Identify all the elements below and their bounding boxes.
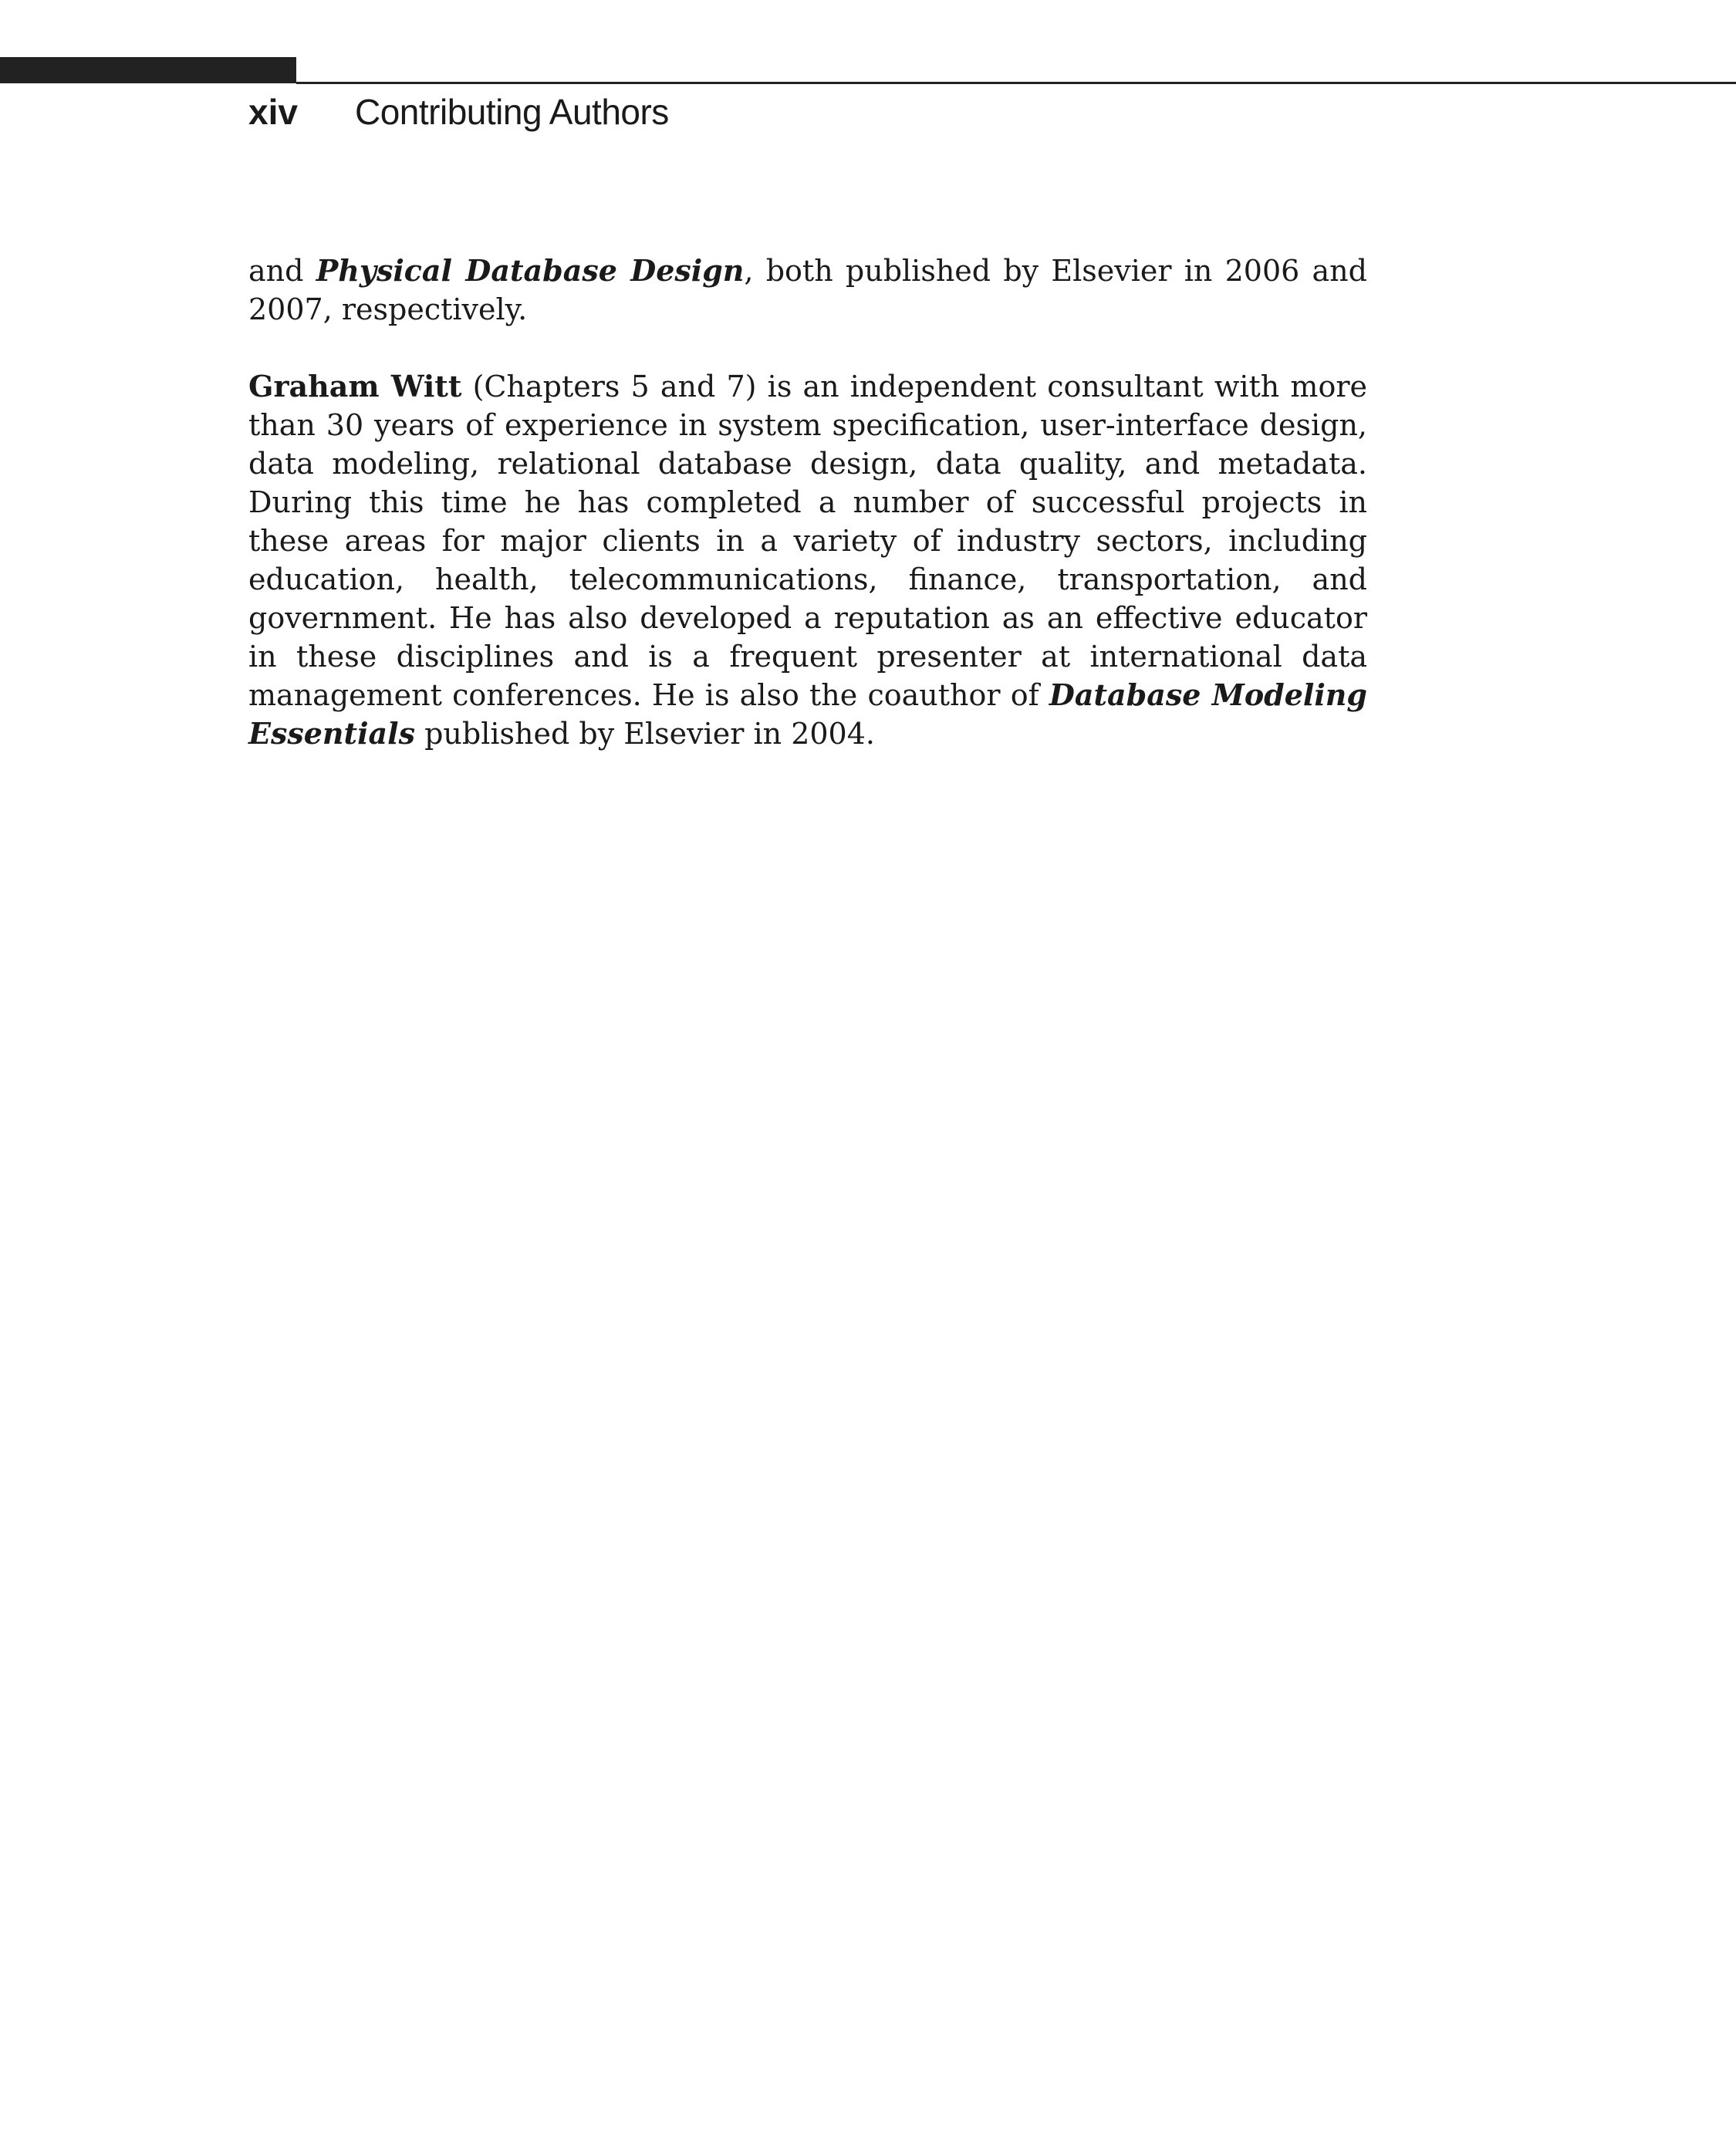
paragraph-lead: and bbox=[248, 254, 316, 288]
body-text bbox=[248, 252, 1367, 753]
author-name: Graham Witt bbox=[248, 369, 462, 404]
book-title-database-modeling-essentials: Database Modeling Essentials bbox=[248, 677, 1367, 751]
header-bar-block bbox=[0, 57, 296, 83]
bio-text: (Chapters 5 and 7) is an independent consultant with more than 30 years of experience in system specification, user-interface design, data modeling, relational database design, data quality, and metadata. During this time he has completed a number of successful projects in these areas for major clients in a variety of industry sectors, including education, health, telecommunications, finance, transportation, and government. He has also developed a reputation as an effective educator in these disciplines and is a frequent presenter at international data management conferences. He is also the coauthor of bbox=[248, 370, 1367, 712]
author-bio-graham-witt bbox=[248, 367, 1367, 753]
running-title: Contributing Authors bbox=[355, 92, 669, 132]
header-rule bbox=[296, 82, 1736, 84]
page-number: xiv bbox=[248, 92, 298, 132]
running-head bbox=[248, 91, 669, 137]
paragraph-rest: , both published by Elsevier in 2006 and 2007, respectively. bbox=[248, 254, 1367, 326]
paragraph-continuation bbox=[248, 252, 1367, 329]
bio-text-end: published by Elsevier in 2004. bbox=[415, 717, 875, 751]
book-title-physical-database-design: Physical Database Design bbox=[316, 253, 745, 288]
